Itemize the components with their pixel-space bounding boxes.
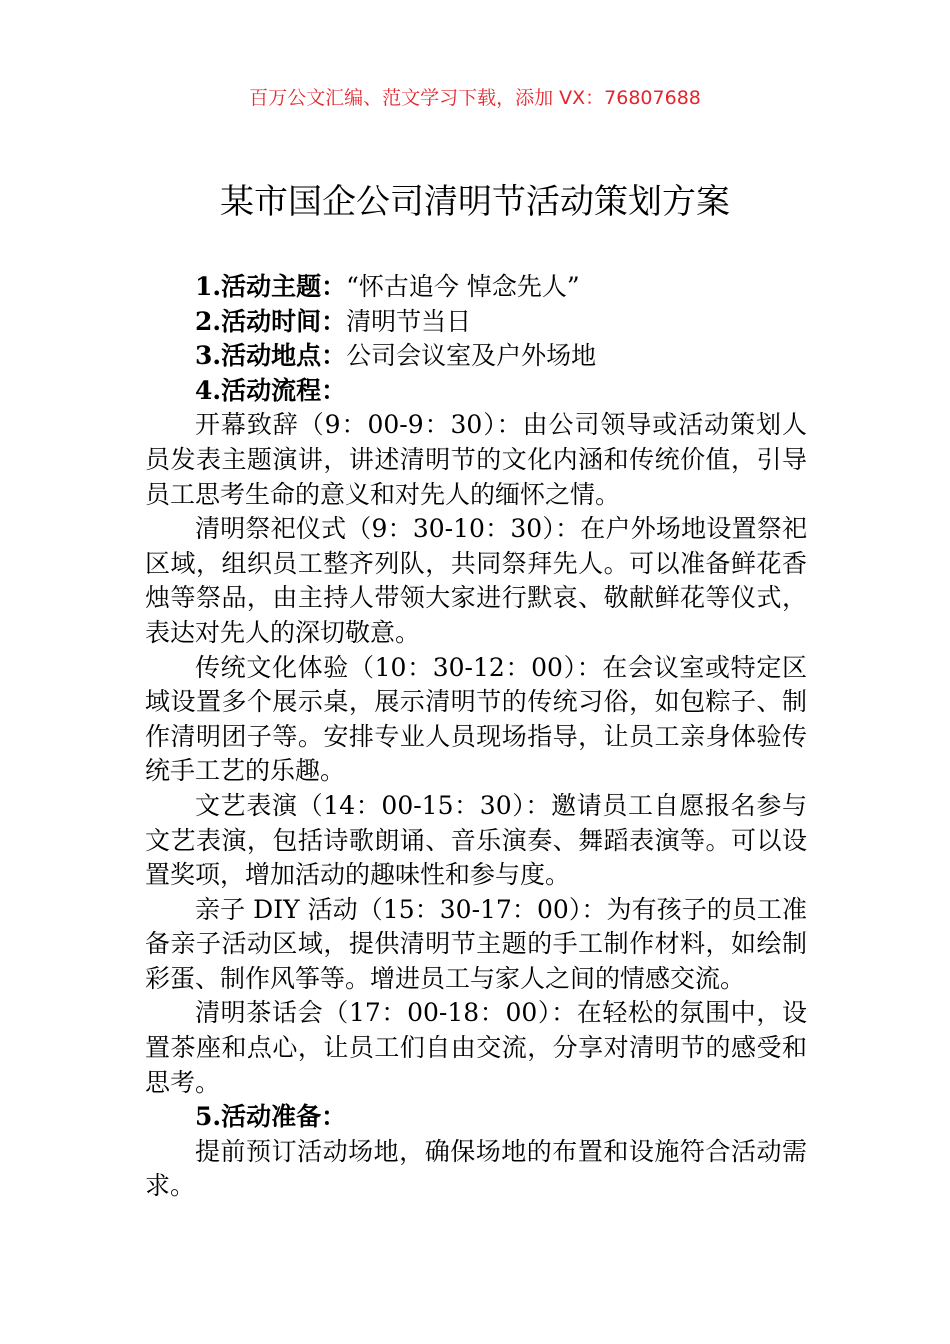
item-label: 5.活动准备： xyxy=(195,1102,347,1132)
item-value: 公司会议室及户外场地 xyxy=(346,341,597,371)
item-label: 4.活动流程： xyxy=(195,375,347,405)
process-paragraph: 亲子 DIY 活动（15：30-17：00）：为有孩子的员工准备亲子活动区域，提供清明节主题的手工制作材料，如绘制彩蛋、制作风筝等。增进员工与家人之间的情感交流。 xyxy=(145,894,807,993)
item-location xyxy=(145,339,807,374)
document-title: 某市国企公司清明节活动策划方案 xyxy=(220,182,730,222)
item-preparation-heading xyxy=(145,1100,807,1135)
item-process-heading xyxy=(145,374,807,409)
process-paragraph: 清明茶话会（17：00-18：00）：在轻松的氛围中，设置茶座和点心，让员工们自由交流，分享对清明节的感受和思考。 xyxy=(145,998,807,1097)
process-paragraph: 清明祭祀仪式（9：30-10：30）：在户外场地设置祭祀区域，组织员工整齐列队，共同祭拜先人。可以准备鲜花香烛等祭品，由主持人带领大家进行默哀、敬献鲜花等仪式，表达对先人的深切敬意。 xyxy=(145,514,807,647)
item-label: 1.活动主题： xyxy=(195,272,347,301)
item-time xyxy=(145,305,807,340)
item-label: 2.活动时间： xyxy=(195,306,347,336)
process-paragraph: 传统文化体验（10：30-12：00）：在会议室或特定区域设置多个展示桌，展示清明节的传统习俗，如包粽子、制作清明团子等。安排专业人员现场指导，让员工亲身体验传统手工艺的乐趣。 xyxy=(145,652,807,786)
item-value: 清明节当日 xyxy=(346,306,472,336)
item-theme xyxy=(145,270,807,305)
process-paragraph: 文艺表演（14：00-15：30）：邀请员工自愿报名参与文艺表演，包括诗歌朗诵、音乐演奏、舞蹈表演等。可以设置奖项，增加活动的趣味性和参与度。 xyxy=(145,790,807,890)
item-label: 3.活动地点： xyxy=(195,341,347,371)
document-body xyxy=(145,270,807,1204)
item-value: “怀古追今 悼念先人” xyxy=(346,272,580,301)
process-paragraph: 开幕致辞（9：00-9：30）：由公司领导或活动策划人员发表主题演讲，讲述清明节的文化内涵和传统价值，引导员工思考生命的意义和对先人的缅怀之情。 xyxy=(145,410,807,509)
preparation-paragraph: 提前预订活动场地，确保场地的布置和设施符合活动需求。 xyxy=(145,1136,807,1201)
header-banner: 百万公文汇编、范文学习下载，添加 VX：76807688 xyxy=(249,87,701,109)
